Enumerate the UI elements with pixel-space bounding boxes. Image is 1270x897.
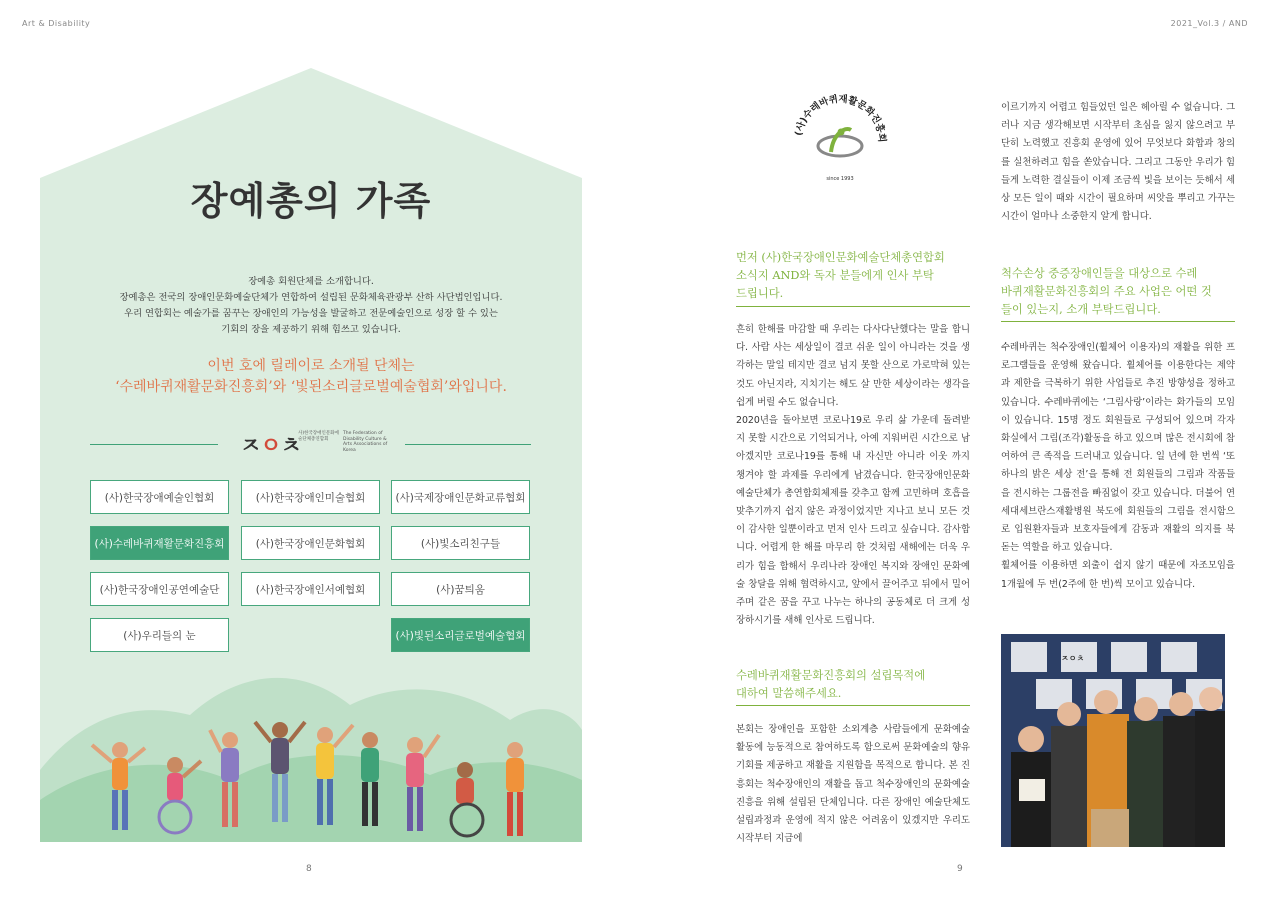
- question-3: 척수손상 중증장애인들을 대상으로 수레 바퀴재활문화진흥회의 주요 사업은 어떤 것 들이 있는지, 소개 부탁드립니다.: [1001, 267, 1212, 316]
- org-item: (사)꿈틔움: [391, 572, 530, 606]
- banner-logo-text: ㅈㅇㅊ: [1061, 654, 1085, 663]
- org-item: (사)수레바퀴재활문화진흥회: [90, 526, 229, 560]
- question-2-underline: [736, 705, 970, 706]
- org-item: (사)한국장애인공연예술단: [90, 572, 229, 606]
- divider-left: [90, 444, 218, 445]
- question-1: 먼저 (사)한국장애인문화예술단체총연합회 소식지 AND와 독자 분들에게 인사 부탁 드립니다.: [736, 251, 945, 300]
- page-number: 9: [957, 864, 963, 874]
- surebakwi-emblem: [785, 86, 895, 196]
- org-item: (사)우리들의 눈: [90, 618, 229, 652]
- org-item: (사)국제장애인문화교류협회: [391, 480, 530, 514]
- header-left-label: Art & Disability: [22, 19, 91, 28]
- page-number: 8: [306, 864, 312, 874]
- answer-2-continued: 이르기까지 어렵고 힘들었던 일은 헤아릴 수 없습니다. 그러나 지금 생각해보면 시작부터 초심을 잃지 않으려고 부단히 노력했고 진흥회 운영에 있어 무엇보다 화합과 창의를 실천하려고 힘을 쏟았습니다. 그리고 그동안 우리가 힘들게 노력한 결실들이 이제 조금씩 빛을 보이는 듯해서 세상 모든 일이 때와 시간이 필요하며 씨앗을 뿌리고 가꾸는 시간이 얼마나 소중한지 알게 합니다.: [1001, 102, 1235, 223]
- logo-mark: ㅈㅇㅊ: [240, 434, 301, 459]
- org-item: (사)한국장애인미술협회: [241, 480, 380, 514]
- page-title: 장예총의 가족: [190, 179, 432, 223]
- question-1-underline: [736, 306, 970, 307]
- logo-english-name: The Federation of Disability Culture & Arts Associations of Korea: [343, 431, 388, 453]
- divider-right: [405, 444, 531, 445]
- question-2: 수레바퀴재활문화진흥회의 설립목적에 대하여 말씀해주세요.: [736, 669, 926, 700]
- question-3-underline: [1001, 321, 1235, 322]
- people-illustration: [40, 660, 582, 842]
- org-item: (사)빛된소리글로벌예술협회: [391, 618, 530, 652]
- answer-3: 수레바퀴는 척수장애인(휠체어 이용자)의 재활을 위한 프로그램들을 운영해 왔습니다. 휠체어를 이용한다는 제약과 제한을 극복하기 위한 사업들로 추진 방향성을 정하고 있습니다. 수레바퀴에는 ‘그림사랑’이라는 화가들의 모임이 있습니다. 15명 정도 회원들로 구성되어 있으며 각자 화실에서 그림(조각)활동을 하고 있으며 많은 전시회에 참여하여 큰 족적을 드러내고 있습니다. 일 년에 한 번씩 ‘또 하나의 밝은 세상 전’을 통해 전 회원들의 그림과 작품들을 전시하는 그룹전을 빠짐없이 갖고 있습니다. 더불어 연세대세브란스재활병원 북도에 회원들의 그림을 전시함으로 입원환자들과 보호자들에게 감동과 재활의 의지를 북돋는 역할을 하고 있습니다. 휠체어를 이용하면 외출이 쉽지 않기 때문에 자조모임을 1개월에 두 번(2주에 한 번)씩 모이고 있습니다.: [1001, 342, 1235, 590]
- logo-korean-name: 사)한국장애인문화예술단체총연합회: [298, 431, 339, 442]
- relay-announcement: 이번 호에 릴레이로 소개될 단체는 ‘수레바퀴재활문화진흥회’와 ‘빛된소리글로벌예술협회’와입니다.: [115, 358, 507, 395]
- org-item: (사)한국장애인서예협회: [241, 572, 380, 606]
- intro-text: 장예총 회원단체를 소개합니다. 장예총은 전국의 장애인문화예술단체가 연합하여 설립된 문화체육관광부 산하 사단법인입니다. 우리 연합회는 예술가를 꿈꾸는 장애인의 가능성을 발굴하고 전문예술인으로 성장 할 수 있는 기회의 장을 제공하기 위해 힘쓰고 있습니다.: [119, 276, 503, 335]
- org-item: (사)한국장애예술인협회: [90, 480, 229, 514]
- emblem-since-text: since 1993: [826, 176, 854, 182]
- answer-1: 흔히 한해를 마감할 때 우리는 다사다난했다는 말을 합니다. 사람 사는 세상일이 결코 쉬운 일이 아니라는 것을 생각하는 말일 테지만 결코 넘지 못할 산으로 가로막혀 있는 것도 아닌지라, 지치기는 해도 살 만한 세상이라는 생각을 쉽게 버릴 수도 없습니다. 2020년을 돌아보면 코로나19로 우리 삶 가운데 돌려받지 못할 시간으로 기억되거나, 아예 지워버린 시간으로 남아겠지만 코로나19를 통해 내 자신만 아니라 이웃 까지 챙겨야 할 과제를 우리에게 남겼습니다. 한국장애인문화예술단체가 총연합회체제를 갖추고 함께 고민하며 호흡을 맞추기까지 쉽지 않은 과정이었지만 지나고 보니 모든 것이 감사한 일뿐이라고 먼저 인사 드리고 싶습니다. 감사합니다. 어렵게 한 해를 마무리 한 것처럼 새해에는 더욱 우리가 힘을 합해서 우리나라 장애인 복지와 장애인 문화예술 창달을 위해 협력하시고, 앞에서 끌어주고 뒤에서 밀어주며 같은 꿈을 꾸고 나누는 하나의 공동체로 더 크게 성장하시기를 새해 인사로 드립니다.: [736, 324, 970, 627]
- group-photo: [1001, 634, 1225, 847]
- federation-logo: [240, 429, 390, 459]
- right-page: [635, 0, 1270, 897]
- emblem-ring-text: (사)수레바퀴재활문화진흥회: [793, 93, 888, 143]
- answer-2: 본회는 장애인을 포함한 소외계층 사람들에게 문화예술 활동에 능동적으로 참여하도록 함으로써 문화예술의 향유 기회를 제공하고 재활을 지원함을 목적으로 합니다. 본 진흥회는 척수장애인의 재활을 돕고 척수장애인의 문화예술진흥을 위해 설립된 단체입니다. 다른 장애인 예술단체도 설립과정과 운영에 적지 않은 어려움이 있겠지만 우리도 시작부터 지금에: [736, 724, 970, 845]
- org-item: (사)빛소리친구들: [391, 526, 530, 560]
- org-item: (사)한국장애인문화협회: [241, 526, 380, 560]
- header-right-label: 2021_Vol.3 / AND: [1170, 19, 1248, 28]
